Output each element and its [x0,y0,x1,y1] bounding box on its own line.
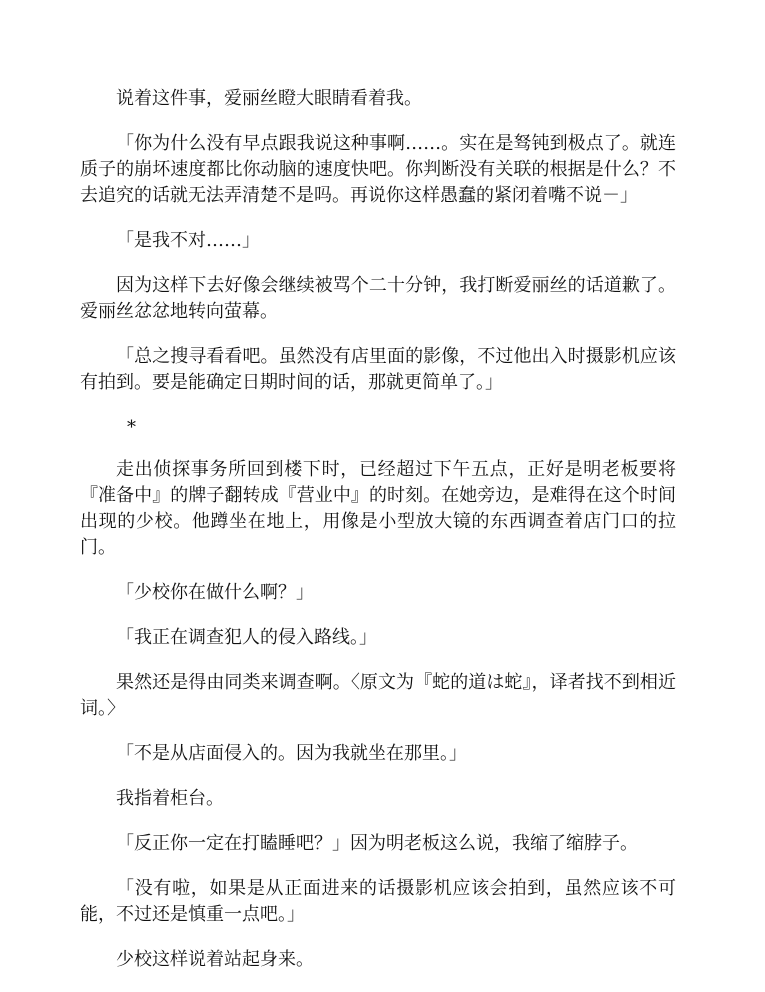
paragraph: 走出侦探事务所回到楼下时，已经超过下午五点，正好是明老板要将『准备中』的牌子翻转成『营业中』的时刻。在她旁边，是难得在这个时间出现的少校。他蹲坐在地上，用像是小型放大镜的东西调查着店门口的拉门。 [80,459,676,558]
paragraph: 「反正你一定在打瞌睡吧？」因为明老板这么说，我缩了缩脖子。 [116,833,638,854]
paragraph: 「少校你在做什么啊？」 [116,582,314,603]
paragraph: 果然还是得由同类来调查啊。〈原文为『蛇的道は蛇』，译者找不到相近词。〉 [80,672,676,719]
section-break-asterisk: * [127,417,136,438]
paragraph: 「没有啦，如果是从正面进来的话摄影机应该会拍到，虽然应该不可能，不过还是慎重一点吧。」 [80,878,676,925]
paragraph: 因为这样下去好像会继续被骂个二十分钟，我打断爱丽丝的话道歉了。爱丽丝忿忿地转向萤幕。 [80,275,676,322]
paragraph: 说着这件事，爱丽丝瞪大眼睛看着我。 [116,88,422,109]
paragraph: 「是我不对……」 [116,230,260,251]
document-page [80,86,676,992]
paragraph: 我指着柜台。 [116,788,224,809]
paragraph: 「我正在调查犯人的侵入路线。」 [116,627,377,648]
paragraph: 「你为什么没有早点跟我说这种事啊……。实在是驽钝到极点了。就连质子的崩坏速度都比你动脑的速度快吧。你判断没有关联的根据是什么？不去追究的话就无法弄清楚不是吗。再说你这样愚蠢的紧闭着嘴不说－」 [80,133,676,206]
paragraph: 「不是从店面侵入的。因为我就坐在那里。」 [116,743,467,764]
paragraph: 少校这样说着站起身来。 [116,949,314,970]
paragraph: 「总之搜寻看看吧。虽然没有店里面的影像，不过他出入时摄影机应该有拍到。要是能确定日期时间的话，那就更简单了。」 [80,346,676,393]
